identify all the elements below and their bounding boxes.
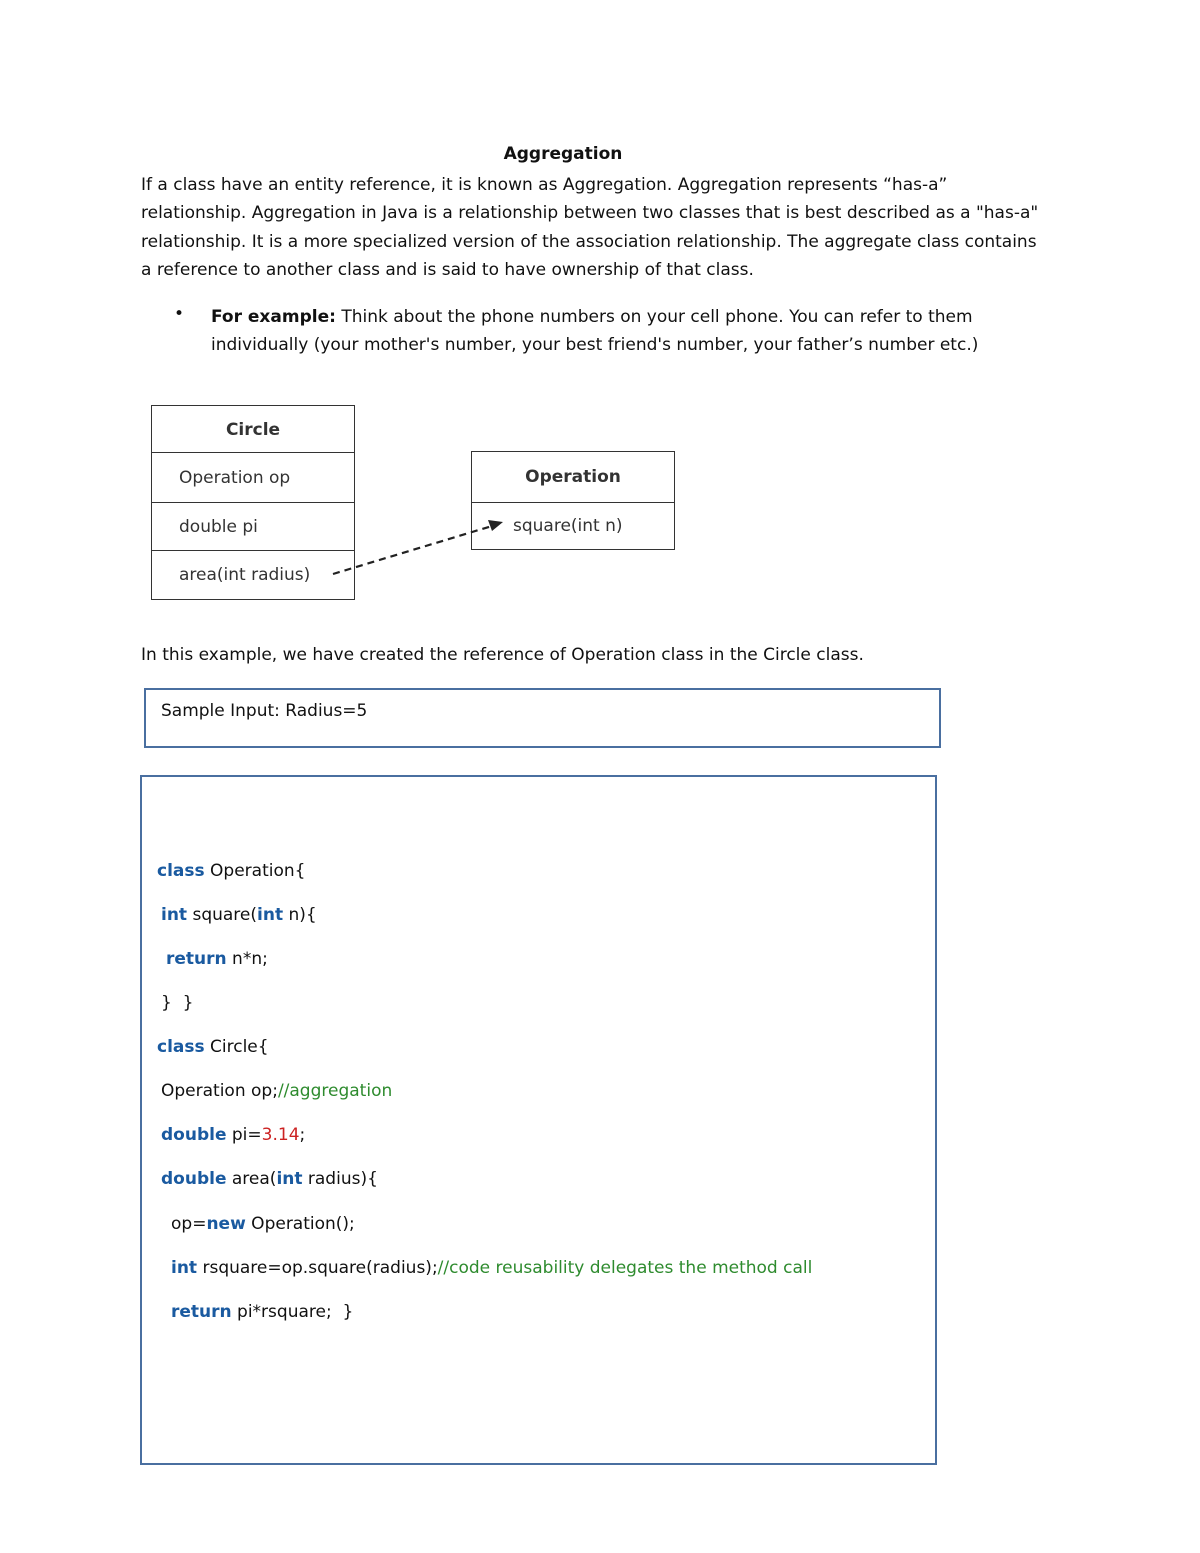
code-line [161,993,193,1013]
code-text: n*n; [226,949,268,969]
code-text: area( [226,1169,277,1189]
code-text: op= [171,1214,207,1234]
code-line [171,1214,355,1234]
code-line [161,905,317,925]
code-text: Operation(); [245,1214,355,1234]
code-line [161,1081,392,1101]
code-comment: //aggregation [277,1081,393,1101]
dependency-line [333,526,492,574]
sample-input-box [144,688,941,748]
code-comment: //code reusability delegates the method call [437,1258,813,1278]
code-keyword: int [257,905,284,925]
code-line [166,949,268,969]
code-keyword: return [166,949,227,969]
example-note: In this example, we have created the reference of Operation class in the Circle class. [141,645,864,665]
code-text: Operation{ [204,861,306,881]
circle-class-name: Circle [225,419,281,440]
code-keyword: int [161,905,188,925]
code-line [161,1169,378,1189]
code-keyword: return [171,1302,232,1322]
code-line [157,1037,269,1057]
code-box [140,775,937,1465]
code-text: square( [187,905,258,925]
intro-paragraph: If a class have an entity reference, it is known as Aggregation. Aggregation represents “has-a” relationship. Aggregation in Java is a relationship between two classes that is best described as a "has-a" relationship. It is a more specialized version of the association relationship. The aggregate class contains a reference to another class and is said to have ownership of that class. [141,175,1039,280]
operation-class-name: Operation [525,467,621,487]
code-keyword: double [161,1125,227,1145]
code-keyword: new [206,1214,246,1234]
code-keyword: int [171,1258,198,1278]
circle-member-op: Operation op [152,452,354,502]
code-text: Operation op; [161,1081,278,1101]
dependency-arrow [0,0,1200,700]
document-title: Aggregation [503,144,623,164]
code-keyword: double [161,1169,227,1189]
circle-member-area: area(int radius) [152,550,354,599]
arrow-head-icon [488,520,503,531]
code-line [161,1125,305,1145]
operation-member-square: square(int n) [472,502,674,549]
circle-member-pi: double pi [152,502,354,550]
code-line [171,1258,812,1278]
code-text: ; [299,1125,306,1145]
code-number: 3.14 [261,1125,300,1145]
code-text: Circle{ [204,1037,269,1057]
code-text: n){ [283,905,317,925]
code-text: pi*rsquare; } [231,1302,354,1322]
code-keyword: class [157,861,205,881]
code-text: rsquare=op.square(radius); [197,1258,438,1278]
code-keyword: int [276,1169,303,1189]
example-text: Think about the phone numbers on your cell phone. You can refer to them individually (your mother's number, your best friend's number, your father’s number etc.) [211,307,979,356]
code-text: radius){ [302,1169,378,1189]
code-line [157,861,305,881]
code-text: pi= [226,1125,262,1145]
bullet-marker: • [174,304,185,324]
sample-input-text: Sample Input: Radius=5 [161,701,368,721]
example-label: For example: [211,307,336,327]
code-line [171,1302,353,1322]
code-text: } } [161,993,194,1013]
code-keyword: class [157,1037,205,1057]
